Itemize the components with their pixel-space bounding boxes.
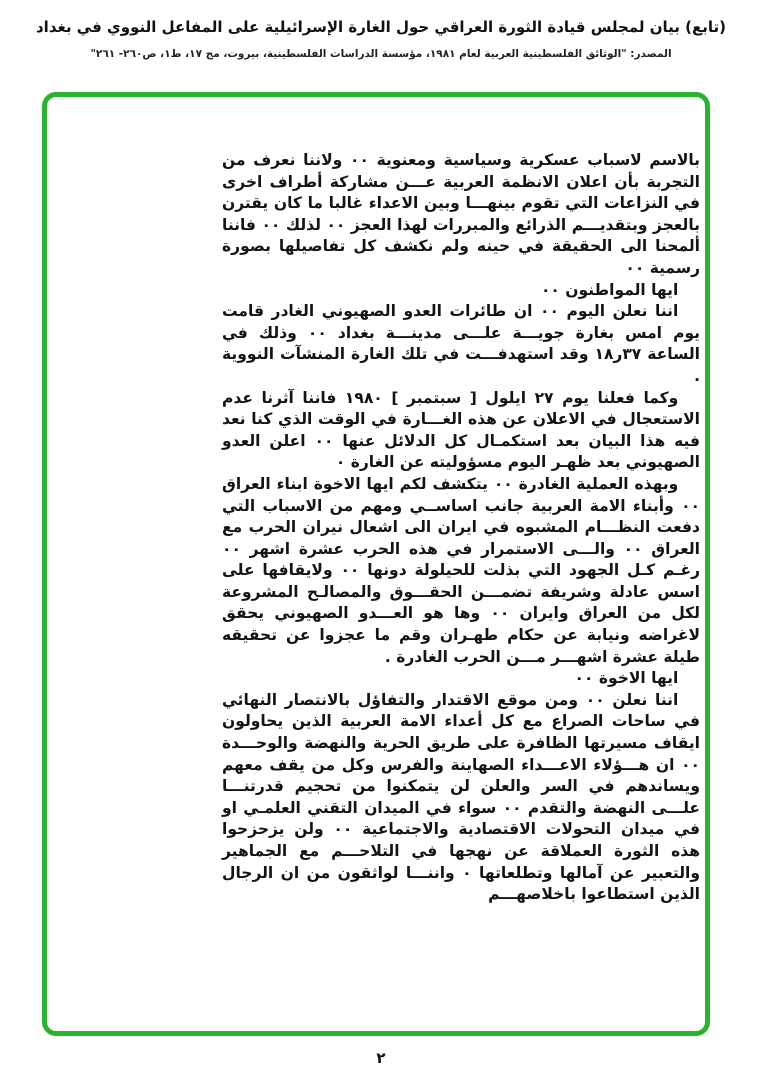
document-title: (تابع) بيان لمجلس قيادة الثورة العراقي حول الغارة الإسرائيلية على المفاعل النووي في بغداد <box>35 18 727 36</box>
paragraph-treacherous-operation: وبهذه العملية الغادرة ٠٠ يتكشف لكم ايها الاخوة ابناء العراق ٠٠ وأبناء الامة العربية جانب اساســي ومهم من الاسباب التي دفعت النظـــام المشبوه في ايران الى اشعال نيران الحرب مع العراق ٠٠ والـــى الاستمرار في هذه الحرب عشرة اشهر ٠٠ رغـم كـل الجهود التي بذلت للحيلولة دونها ٠٠ ولايقافها على اسس عادلة وشريفة تضمـــن الحقـــوق والمصالـح المشروعة لكل من العراق وايران ٠٠ وها هو العـــدو الصهيوني يحقق لاغراضه ونيابة عن حكام طهـران وقم ما عجزوا عن تحقيقه طيلة عشرة اشهـــر مـــن الحرب الغادرة . <box>222 474 700 666</box>
paragraph-salutation-citizens: ايها المواطنون ٠٠ <box>540 280 679 299</box>
paragraph-continuation: بالاسم لاسباب عسكرية وسياسية ومعنوية ٠٠ ولاننا نعرف من التجربة بأن اعلان الانظمة العربية عـــن مشاركة أطراف اخرى في النزاعات التي تقوم بينهـــا وبين الاعداء غالبا ما كان يقترن بالعجز وبتقديـــم الذرائع والمبررات لهذا العجز ٠٠ لذلك ٠٠ فاننا ألمحنا الى الحقيقة في حينه ولم نكشف كل تفاصيلها بصورة رسمية ٠٠ <box>222 151 701 277</box>
paragraph-september-reference: وكما فعلنا يوم ٢٧ ايلول [ سبتمبر ] ١٩٨٠ فاننا آثرنا عدم الاستعجال في الاعلان عن هذه الغـــارة في الوقت الذي كنا نعد فيه هذا البيان بعد استكمـال كل الدلائل عنها ٠٠ اعلن العدو الصهيوني بعد ظهـر اليوم مسؤوليته عن الغارة ٠ <box>222 388 700 472</box>
paragraph-declaration-confidence: اننا نعلن ٠٠ ومن موقع الاقتدار والتفاؤل بالانتصار النهائي في ساحات الصراع مع كل أعداء الامة العربية الذين يحاولون ايقاف مسيرتها الظافرة على طريق الحرية والنهضة والوحـــدة ٠٠ ان هـــؤلاء الاعـــداء الصهاينة والفرس وكل من يقف معهم ويساندهم في السر والعلن لن يتمكنوا من تحجيم قدرتنـــا علـــى النهضة والتقدم ٠٠ سواء في الميدان التقني العلمـي او في ميدان التحولات الاقتصادية والاجتماعية ٠٠ ولن يزحزحوا هذه الثورة العملاقة عن نهجها في التلاحـــم مع الجماهير والتعبير عن آمالها وتطلعاتها ٠ واننـــا لواثقون من ان الرجال الذين استطاعوا باخلاصهـــم <box>222 690 701 904</box>
page-number: ٢ <box>376 1049 386 1067</box>
source-citation: المصدر: "الوثائق الفلسطينية العربية لعام ١٩٨١، مؤسسة الدراسات الفلسطينية، بيروت، مج ١٧، ط١، ص٢٦٠- ٢٦١" <box>90 48 672 60</box>
document-header <box>0 18 762 60</box>
paragraph-salutation-brothers: ايها الاخوة ٠٠ <box>574 669 679 688</box>
paragraph-announcement: اننا نعلن اليوم ٠٠ ان طائرات العدو الصهيوني الغادر قامت يوم امس بغارة جويـــة علـــى مدينـــة بغداد ٠٠ وذلك في الساعة ٣٧ر١٨ وقد استهدفـــت في تلك الغارة المنشآت النووية . <box>222 302 700 385</box>
body-text-block <box>222 150 700 906</box>
